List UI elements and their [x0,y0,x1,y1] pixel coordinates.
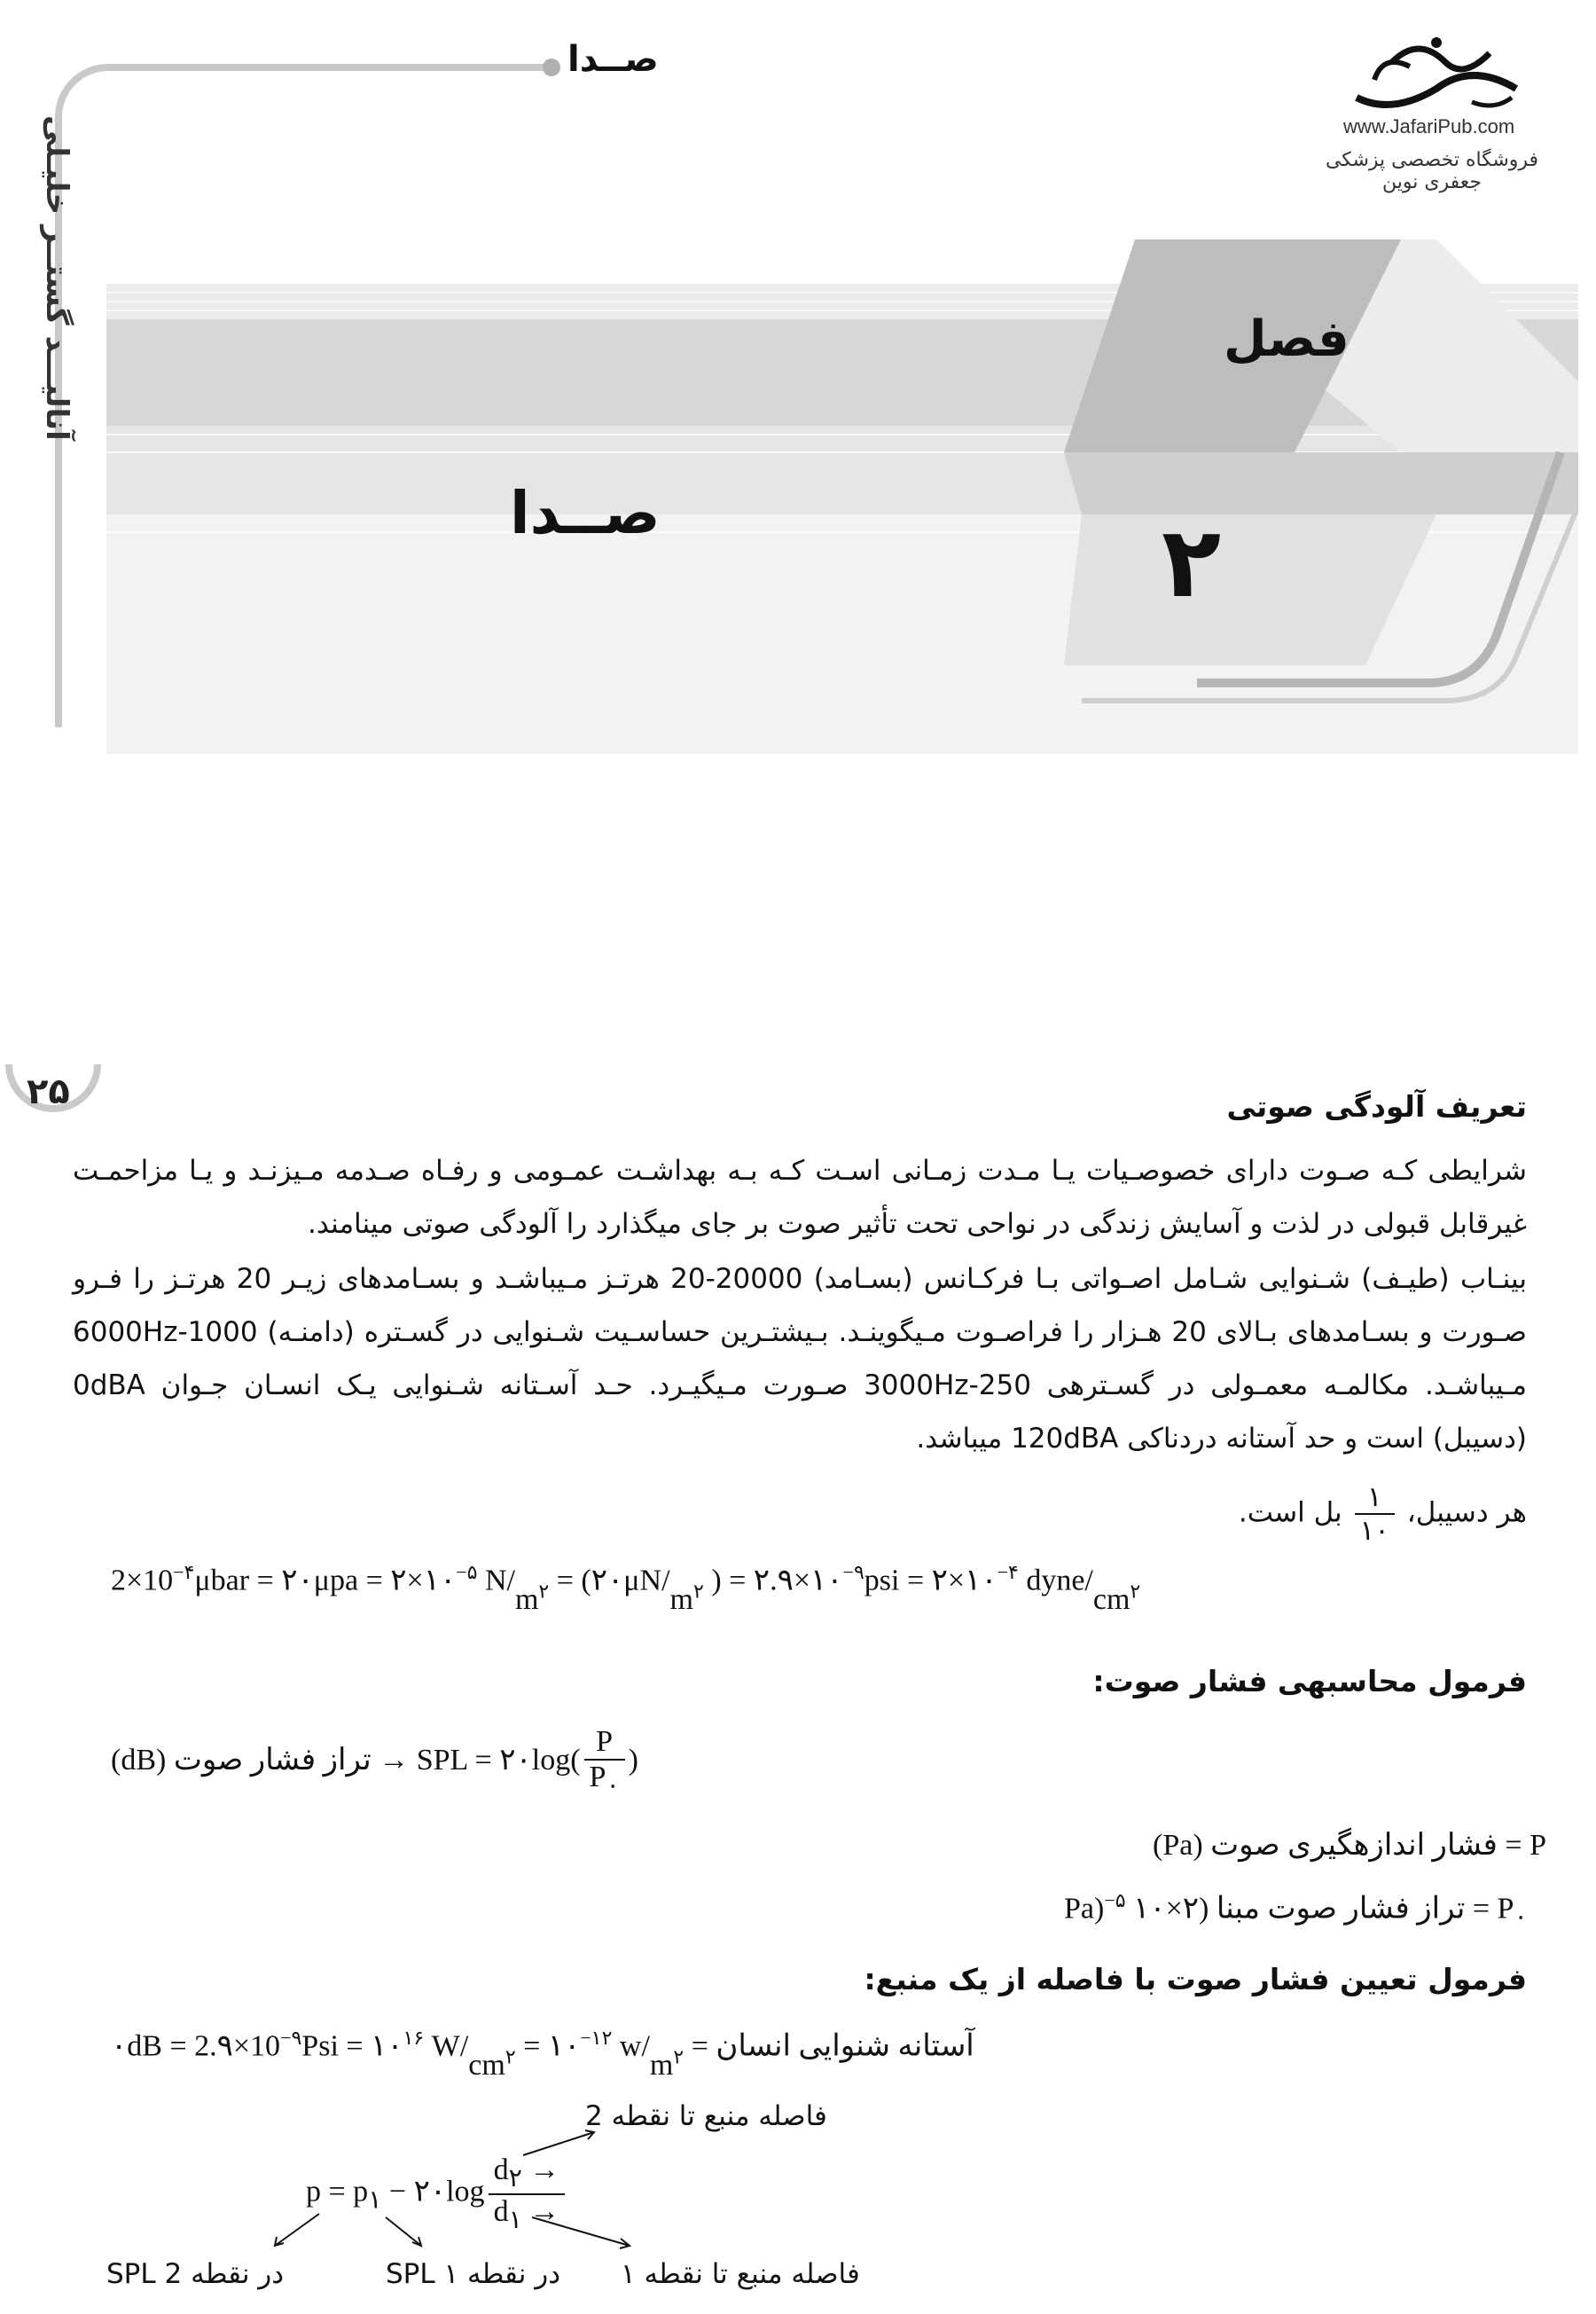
eq-part: Psi = ۱۰ [301,2029,403,2063]
spl-formula [111,1725,638,1800]
threshold-equation: ۰dB = $2.۹\times 10^{-۹}Psi$ = $۱۰^{۱۶}$ $W/cm^۲$ = $۱۰^{-۱۲}$ $w/m^۲$ آستانه شنوایی انسان = [111,2027,974,2083]
eq-exp: −۹ [280,2027,302,2049]
eq-part: p = p [306,2175,369,2208]
arrow-icon: → [379,1744,410,1777]
eq-part: = ۱۰ [523,2029,581,2063]
eq-part: ۰dB = 2.۹×10 [111,2029,281,2063]
chapter-number: ۲ [1162,506,1222,619]
eq-part: w [619,2029,642,2063]
eq-part: ) = ۲.۹×۱۰ [711,1564,843,1597]
section-heading-distance: فرمول تعیین فشار صوت با فاصله از یک منبع: [864,1962,1527,1996]
def-p0-unit: Pa) [1064,1892,1105,1926]
fraction-numerator: ۱ [1355,1481,1395,1515]
fraction-numerator: P [584,1725,625,1761]
spl-lhs: SPL = ۲۰log( [416,1744,581,1777]
eq-part: W [431,2029,460,2063]
distance-fraction [489,2153,566,2235]
decibel-definition [1239,1481,1527,1547]
def-p-symbol: P [1530,1829,1547,1862]
side-title: آنالیـــد گستــر خلیـلی [39,115,74,441]
eq-exp: ۲ [692,1581,704,1603]
fraction-denominator: P [589,1761,606,1793]
eq-part: cm [1092,1583,1130,1617]
def-p0-symbol: P [1497,1892,1514,1926]
eq-part: 2×10 [111,1564,174,1597]
eq-part: dyne [1026,1564,1085,1597]
eq-exp: ۲ [1130,1581,1141,1603]
paragraph-definition: شرایطی کـه صـوت دارای خصوصـیات یـا مـدت زمـانی اسـت کـه بـه بهداشـت عمـومی و رفـاه صـدمه مـیزنـد و یـا مزاحمـت غیرقابل قبولی در لذت و آسایش زندگی در نواحی تحت تأثیر صوت بر جای میگذارد را آلودگی صوتی مینامند. [73,1155,1527,1240]
fraction-denominator: ۱۰ [1359,1515,1389,1547]
logo-url: www.JafariPub.com [1343,115,1515,137]
decibel-fraction [1355,1481,1395,1547]
chapter-banner [106,239,1578,754]
label-distance-2: فاصله منبع تا نقطه 2 [585,2100,827,2132]
eq-part: − ۲۰log [388,2175,485,2208]
fraction-numerator: d [493,2153,509,2186]
section-heading-sound-pressure: فرمول محاسبهی فشار صوت: [1092,1664,1527,1698]
eq-exp: −۵ [1104,1889,1126,1911]
eq-part: m [649,2049,674,2083]
eq-part: m [514,1583,539,1617]
distance-formula [306,2153,568,2235]
label-spl-point-1: SPL در نقطه ۱ [386,2258,560,2290]
eq-exp: ۱۶ [403,2027,425,2049]
eq-sub: ۰ [1514,1903,1528,1932]
eq-sub: ۰ [606,1771,620,1800]
eq-part: cm [468,2049,505,2083]
label-distance-1: فاصله منبع تا نقطه ۱ [621,2258,860,2290]
eq-exp: −۱۲ [580,2027,613,2049]
eq-exp: −۴ [173,1561,195,1583]
paragraph-hearing-spectrum: بینـاب (طیـف) شـنوایی شـامل اصـواتی بـا فرکـانس (بسـامد) 20000-20 هرتـز مـیباشـد و بسـامدهای زیـر 20 هرتـز را فـرو صـورت و بسـامدهای بـالای 20 هـزار را فراصـوت مـیگوینـد. بـیشتـرین حساسـیت شـنوایی در گسـتره (دامنـه) 1000-6000Hz مـیباشـد. مکالمـه معمـولی در گسـترهی 250-3000Hz صـورت مـیگیـرد. حـد آسـتانه شـنوایی یـک انسـان جـوان 0dBA (دسیبل) است و حد آستانه دردناکی 120dBA میباشد. [73,1263,1527,1455]
eq-exp: −۵ [456,1561,478,1583]
section-heading-noise-pollution: تعریف آلودگی صوتی [1226,1089,1527,1124]
def-p0-text: = تراز فشار صوت مبنا (۲×۱۰ [1133,1892,1490,1926]
arrow-icon: → [529,2194,560,2228]
eq-exp: ۲ [538,1581,550,1603]
eq-sub: ۲ [508,2164,522,2192]
chapter-title: صــدا [510,479,661,547]
threshold-label: آستانه شنوایی انسان = [691,2029,974,2063]
spl-label: تراز فشار صوت (dB) [111,1744,372,1777]
eq-part: N [484,1564,507,1597]
logo-caption: فروشگاه تخصصی پزشکی جعفری نوین [1325,149,1539,193]
eq-part: μbar = ۲۰μpa = ۲×۱۰ [194,1564,457,1597]
arrow-icon: → [529,2153,560,2186]
eq-exp: ۲ [673,2046,685,2068]
eq-part: μN [623,1564,662,1597]
running-title: صــدا [567,39,659,80]
decibel-prefix: هر دسیبل، [1406,1496,1527,1529]
unit-conversion-equation: $2\times 10^{-۴}\mu bar$ = ۲۰μpa = $۲\times ۱۰^{-۵}$ $N/m^۲$ = ($۲۰\mu N/m^۲$ ) = $۲.۹\times ۱۰^{-۹}psi$ = $۲\times ۱۰^{-۴}$ dyne/$cm^۲$ [111,1561,1141,1617]
eq-part: m [669,1583,693,1617]
page-number: ۲۵ [27,1071,70,1112]
eq-exp: −۹ [842,1561,864,1583]
eq-part: psi = ۲×۱۰ [864,1564,998,1597]
eq-sub: ۱ [508,2206,522,2234]
def-p-text: = فشار اندازهگیری صوت (Pa) [1153,1829,1522,1862]
decibel-suffix: بل است. [1238,1496,1342,1529]
label-spl-point-2: SPL در نقطه 2 [106,2258,285,2290]
chapter-label: فصل [1224,310,1350,368]
fraction-denominator: d [493,2194,509,2228]
eq-part: = (۲۰ [556,1564,624,1597]
eq-exp: ۲ [505,2046,516,2068]
eq-sub: ۱ [368,2186,382,2215]
header-dot [543,59,560,76]
definition-p [1153,1827,1546,1863]
eq-exp: −۴ [997,1561,1019,1583]
definition-p0 [1064,1889,1528,1932]
spl-fraction [584,1725,625,1800]
spl-close: ) [628,1744,638,1777]
